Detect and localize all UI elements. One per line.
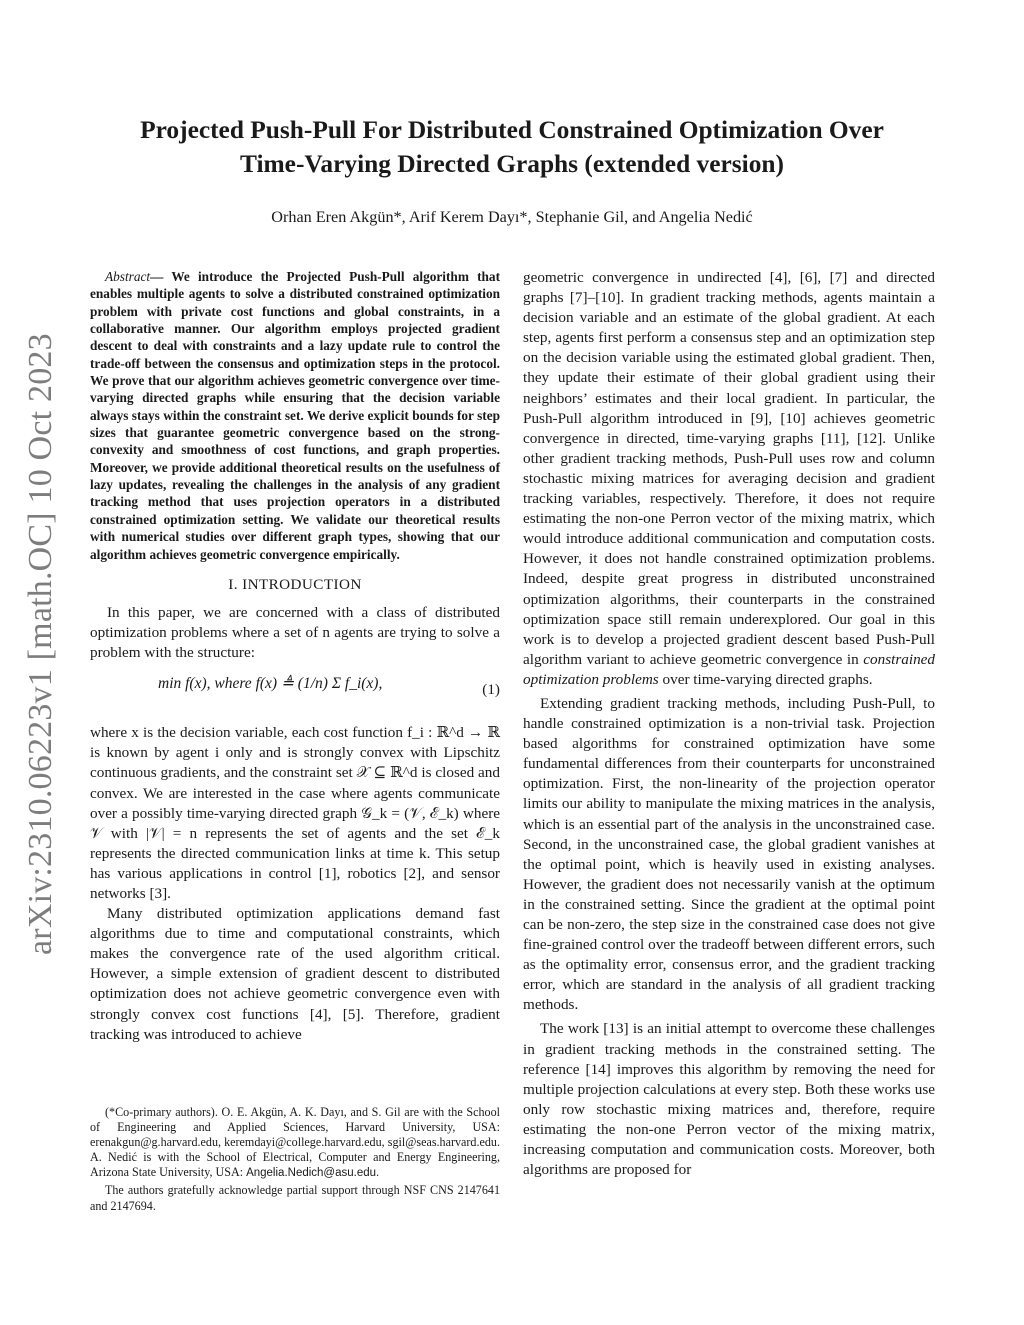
- intro-paragraph-1: In this paper, we are concerned with a class of distributed optimization problems where a set of n agents are trying to solve a problem with the structure:: [90, 603, 500, 662]
- intro-paragraph-6: The work [13] is an initial attempt to overcome these challenges in gradient tracking methods in the constrained setting. The reference [14] improves this algorithm by removing the need for multiple projection calculations at every step. Both these works use only row stochastic mixing matrices and, therefore, require estimating the non-one Perron vector of the mixing matrix, increasing computation and communication costs. Moreover, both algorithms are proposed for: [523, 1020, 935, 1179]
- abstract-lead: Abstract: [105, 269, 151, 284]
- abstract-text: — We introduce the Projected Push-Pull algorithm that enables multiple agents to solve a distributed constrained optimization problem with private cost functions and global constraints, in a collaborative manner. Our algorithm employs projected gradient descent to deal with constraints and a lazy update rule to control the trade-off between the consensus and optimization steps in the protocol. We prove that our algorithm achieves geometric convergence over time-varying directed graphs while ensuring that the decision variable always stays within the constraint set. We derive explicit bounds for step sizes that guarantee geometric convergence based on the strong-convexity and smoothness of cost functions, and graph properties. Moreover, we provide additional theoretical results on the usefulness of lazy updates, revealing the challenges in the analysis of any gradient tracking method that uses projection operators in a distributed constrained optimization setting. We validate our theoretical results with numerical studies over different graph types, showing that our algorithm achieves geometric convergence empirically.: [90, 269, 500, 562]
- paragraph-4-start: geometric convergence in undirected [4], [6], [7] and directed graphs [7]–[10]. In gradient tracking methods, agents maintain a decision variable and an estimate of the global gradient. At each step, agents first perform a consensus step and an optimization step on the decision variable using the estimated global gradient. Then, they update their estimate of their global gradient using their neighbors’ estimates and their local gradient. In particular, the Push-Pull algorithm introduced in [9], [10] achieves geometric convergence in directed, time-varying graphs [11], [12]. Unlike other gradient tracking methods, Push-Pull uses row and column stochastic mixing matrices for averaging decision and gradient tracking variables, respectively. Therefore, it does not require estimating the non-one Perron vector of the mixing matrix, which would introduce additional communication and computation costs. However, it does not handle constrained optimization problems. Indeed, despite great progress in distributed unconstrained optimization algorithms, their counterparts in the constrained optimization space still remain underexplored. Our goal in this work is to develop a projected gradient descent based Push-Pull algorithm variant to achieve geometric convergence in: [523, 269, 935, 668]
- footnote-affiliations: [90, 1105, 500, 1181]
- right-column: [523, 268, 935, 1180]
- intro-paragraph-5: Extending gradient tracking methods, including Push-Pull, to handle constrained optimization is a non-trivial task. Projection based algorithms for constrained optimization have some fundamental differences from their counterparts for unconstrained optimization. First, the non-linearity of the projection operator limits our ability to manipulate the mixing matrices in the analysis, which is an essential part of the analysis in the unconstrained case. Second, in the unconstrained case, the global gradient vanishes at the optimal point, which is heavily used in existing analyses. However, the gradient does not necessarily vanish at the optimum in the constrained setting. Since the gradient at the optimal point can be non-zero, the step size in the constrained case does not give fine-grained control over the tradeoff between different errors, such as the optimality error, consensus error, and the gradient tracking error, which are standard in the analysis of all gradient tracking methods.: [523, 694, 935, 1014]
- intro-paragraph-4: [523, 268, 935, 690]
- abstract: [90, 268, 500, 563]
- equation-1-body: min f(x), where f(x) ≜ (1/n) Σ f_i(x),: [158, 675, 383, 693]
- equation-1-number: (1): [482, 681, 500, 699]
- paper-title: [60, 113, 964, 181]
- footnote-block: [90, 1105, 500, 1214]
- footnote-email-nedich: Angelia.Nedich@asu.edu.: [246, 1167, 380, 1180]
- footnote-affiliations-text: (*Co-primary authors). O. E. Akgün, A. K. Dayı, and S. Gil are with the School of Engineering and Applied Sciences, Harvard University, USA: erenakgun@g.harvard.edu, keremdayi@college.harvard.edu, sgil@seas.harvard.edu. A. Nedić is with the School of Electrical, Computer and Energy Engineering, Arizona State University, USA:: [90, 1105, 500, 1180]
- left-column: [90, 268, 500, 1045]
- footnote-funding: The authors gratefully acknowledge partial support through NSF CNS 2147641 and 2147694.: [90, 1183, 500, 1213]
- section-heading-introduction: I. INTRODUCTION: [228, 575, 362, 593]
- intro-paragraph-2: where x is the decision variable, each cost function f_i : ℝ^d → ℝ is known by agent i only and is strongly convex with Lipschitz continuous gradients, and the constraint set 𝒳 ⊆ ℝ^d is closed and convex. We are interested in the case where agents communicate over a possibly time-varying directed graph 𝒢_k = (𝒱, ℰ_k) where 𝒱 with |𝒱| = n represents the set of agents and the set ℰ_k represents the directed communication links at time k. This setup has various applications in control [1], robotics [2], and sensor networks [3].: [90, 724, 500, 902]
- paragraph-4-end: over time-varying directed graphs.: [658, 670, 873, 688]
- intro-paragraph-3: Many distributed optimization applications demand fast algorithms due to time and computational constraints, which makes the convergence rate of the used algorithm critical. However, a simple extension of gradient descent to distributed optimization does not achieve geometric convergence even with strongly convex cost functions [4], [5]. Therefore, gradient tracking was introduced to achieve: [90, 905, 500, 1043]
- author-list: Orhan Eren Akgün*, Arif Kerem Dayı*, Stephanie Gil, and Angelia Nedić: [271, 208, 753, 226]
- equation-1: [90, 670, 500, 714]
- title-line-2: Time-Varying Directed Graphs (extended version): [240, 150, 784, 178]
- paragraph-4-emphasis: constrained optimization problems: [523, 650, 935, 688]
- arxiv-identifier: arXiv:2310.06223v1 [math.OC] 10 Oct 2023: [22, 333, 59, 955]
- title-line-1: Projected Push-Pull For Distributed Constrained Optimization Over: [140, 116, 884, 144]
